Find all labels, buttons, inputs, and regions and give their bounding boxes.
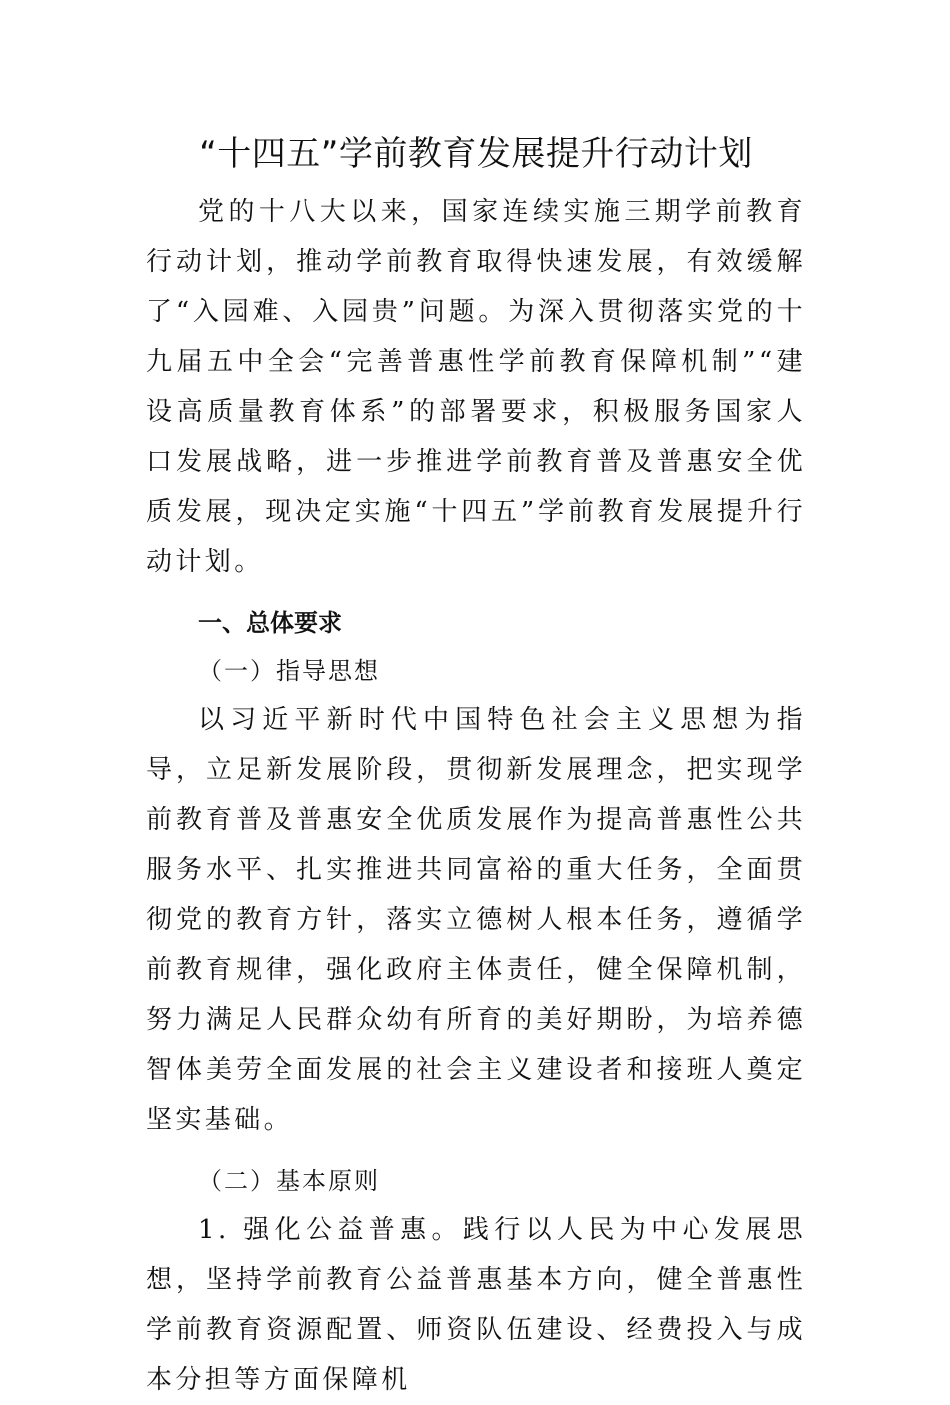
guiding-ideology-paragraph: 以习近平新时代中国特色社会主义思想为指导，立足新发展阶段，贯彻新发展理念，把实现学前教育普及普惠安全优质发展作为提高普惠性公共服务水平、扎实推进共同富裕的重大任务，全面贯彻党的教育方针，落实立德树人根本任务，遵循学前教育规律，强化政府主体责任，健全保障机制，努力满足人民群众幼有所育的美好期盼，为培养德智体美劳全面发展的社会主义建设者和接班人奠定坚实基础。: [146, 705, 806, 1135]
document-title: “十四五”学前教育发展提升行动计划: [199, 134, 753, 174]
document-body: [146, 187, 806, 1405]
subsection-heading-guiding-ideology: （一）指导思想: [198, 657, 380, 685]
subsection-heading-basic-principles: （二）基本原则: [198, 1167, 380, 1195]
intro-paragraph: 党的十八大以来，国家连续实施三期学前教育行动计划，推动学前教育取得快速发展，有效缓解了“入园难、入园贵”问题。为深入贯彻落实党的十九届五中全会“完善普惠性学前教育保障机制”“建设高质量教育体系”的部署要求，积极服务国家人口发展战略，进一步推进学前教育普及普惠安全优质发展，现决定实施“十四五”学前教育发展提升行动计划。: [146, 197, 806, 577]
section-heading-overall-requirements: 一、总体要求: [198, 609, 342, 637]
principle-item-1-paragraph: 1. 强化公益普惠。践行以人民为中心发展思想，坚持学前教育公益普惠基本方向，健全普惠性学前教育资源配置、师资队伍建设、经费投入与成本分担等方面保障机: [146, 1215, 806, 1395]
